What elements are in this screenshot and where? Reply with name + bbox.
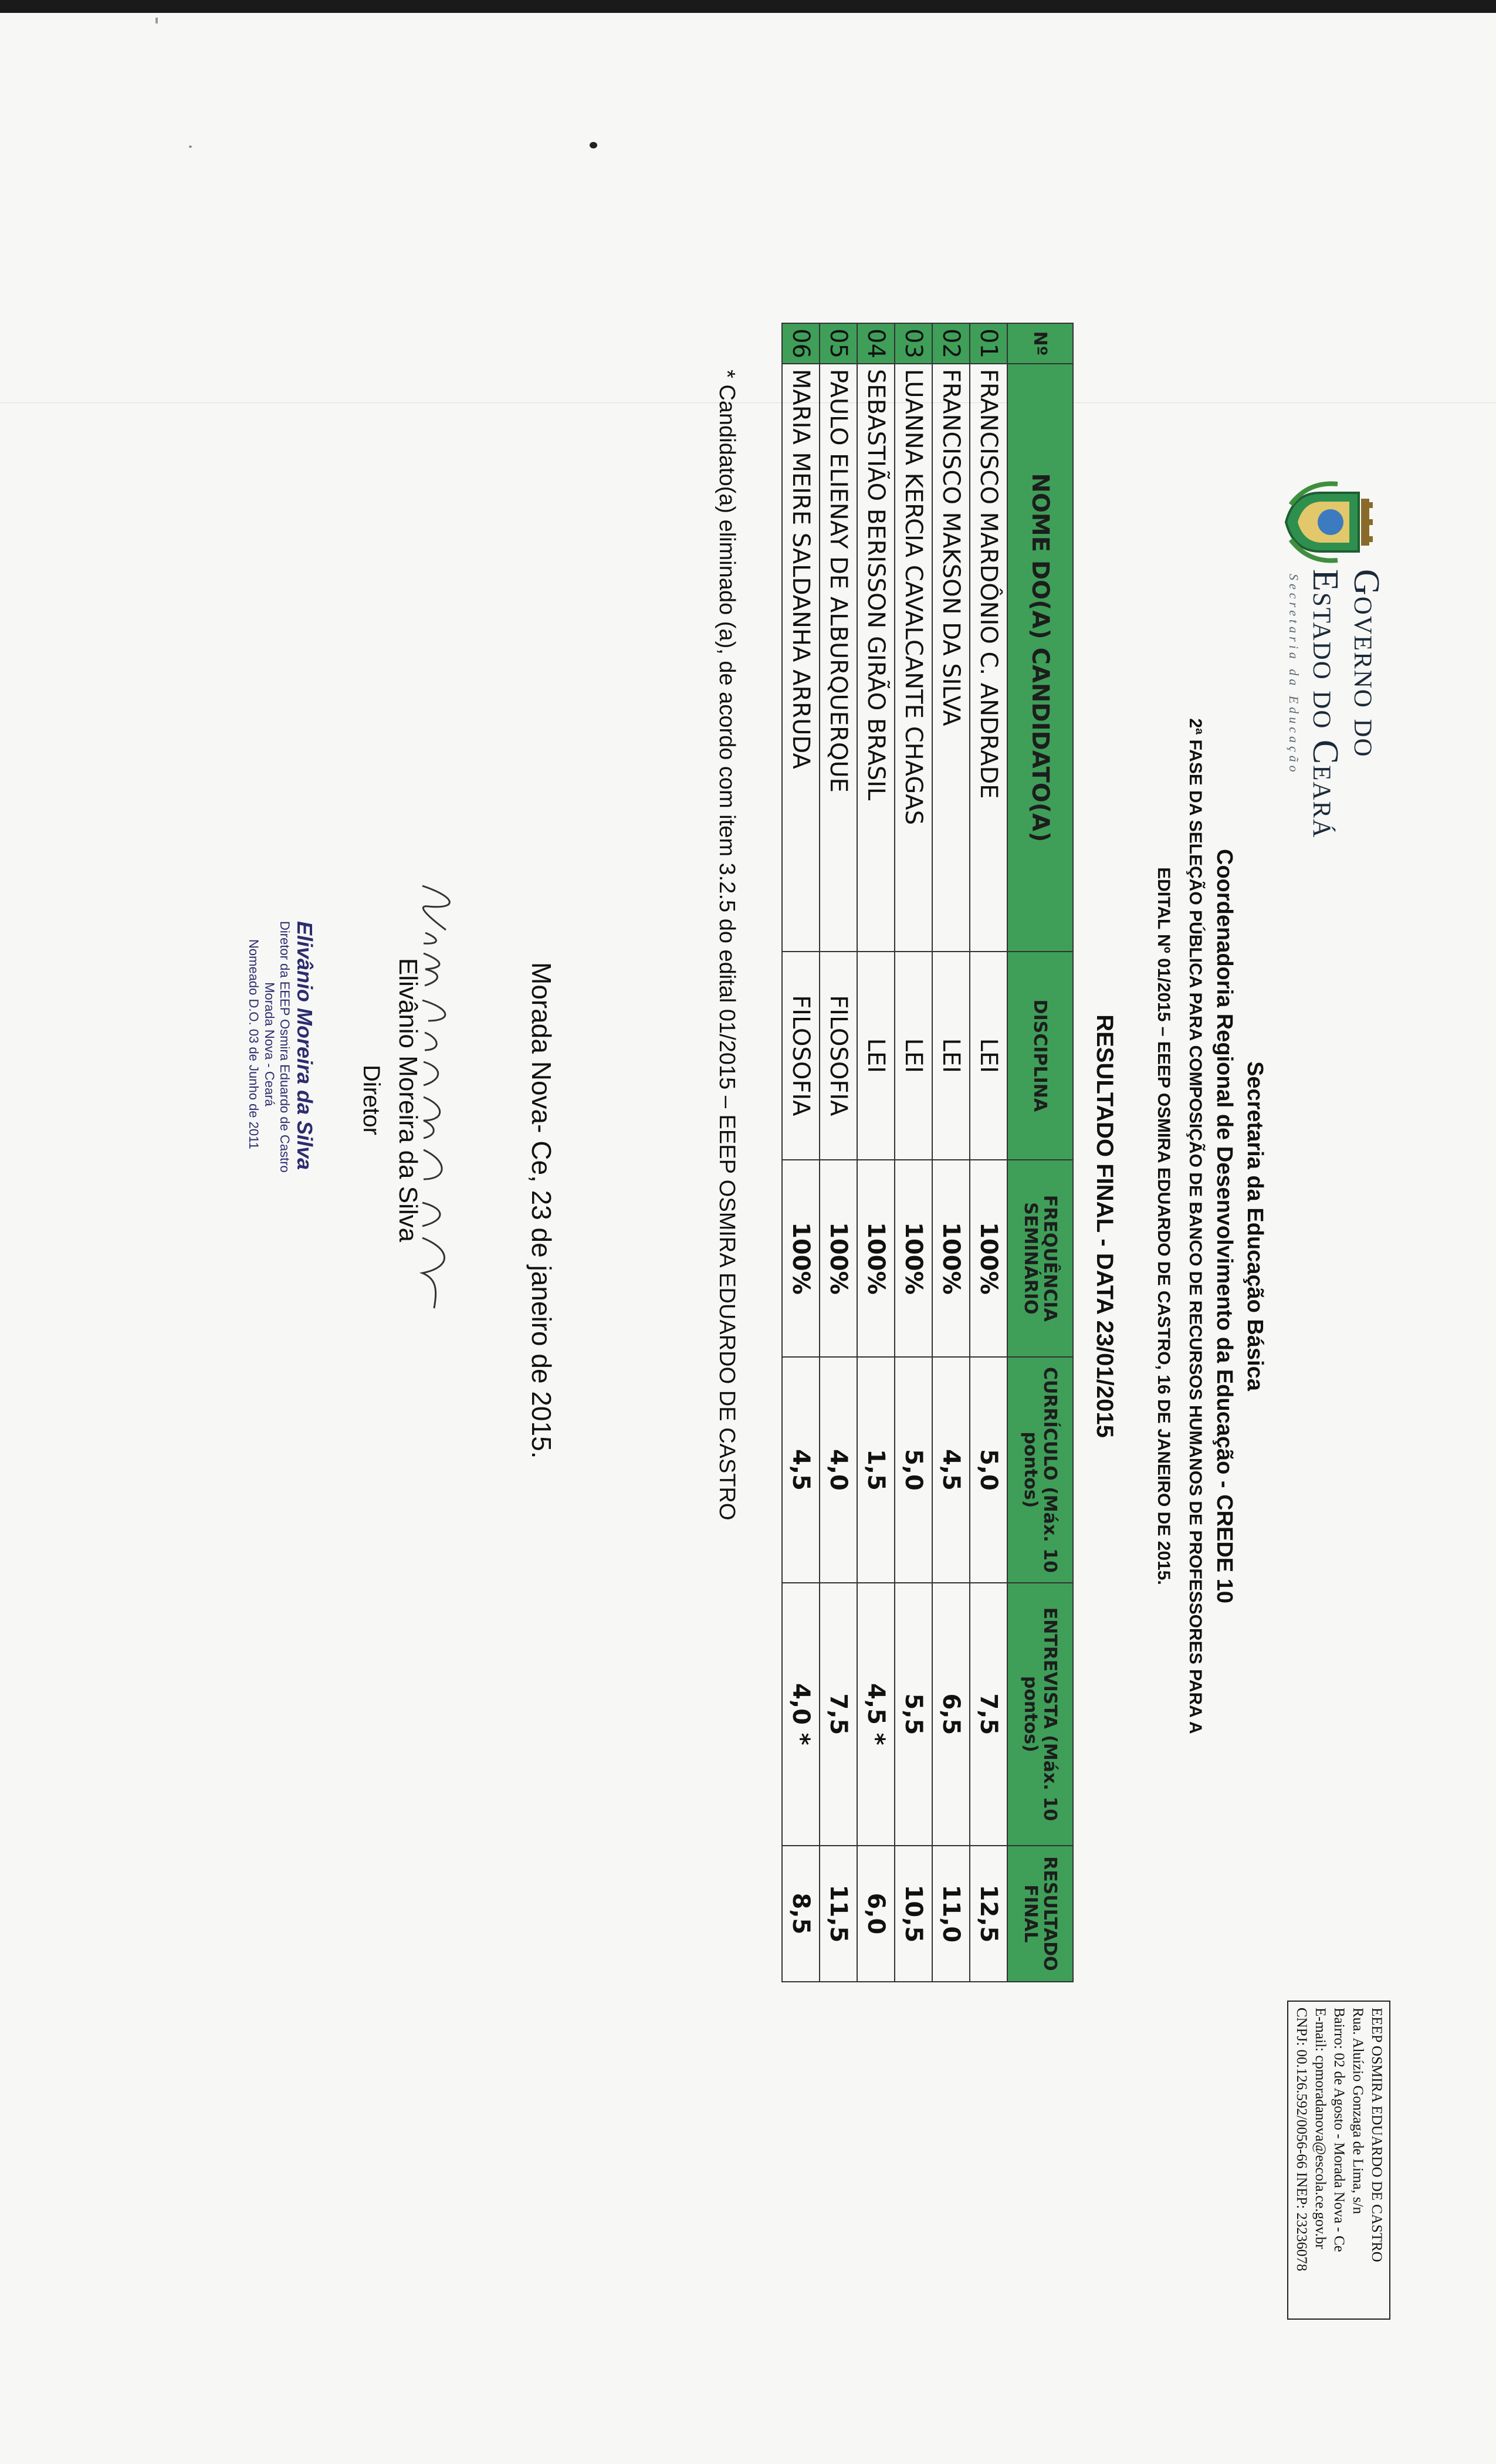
paper-fold-line	[0, 402, 1496, 403]
row-number: 04	[857, 323, 895, 364]
final-result: 6,0	[857, 1846, 895, 1982]
row-number: 06	[782, 323, 820, 364]
final-result: 8,5	[782, 1846, 820, 1982]
government-title-line1: Governo do	[1346, 569, 1386, 758]
signatory-name: Elivânio Moreira da Silva	[394, 957, 422, 1243]
table-row	[932, 323, 970, 1982]
header-interview: ENTREVISTA (Máx. 10 pontos)	[1007, 1583, 1073, 1846]
curriculum-score: 4,0	[820, 1357, 857, 1583]
discipline: LEI	[932, 952, 970, 1160]
final-result: 11,5	[820, 1846, 857, 1982]
scan-speck	[189, 145, 192, 148]
header-discipline: DISCIPLINA	[1007, 952, 1073, 1160]
table-header-row	[1007, 323, 1073, 1982]
interview-score: 5,5	[895, 1583, 932, 1846]
curriculum-score: 4,5	[782, 1357, 820, 1583]
table-row	[970, 323, 1007, 1982]
selection-heading-line2: EDITAL Nº 01/2015 – EEEP OSMIRA EDUARDO DE CASTRO, 16 DE JANEIRO DE 2015.	[1154, 867, 1173, 1585]
stamp-line: Rua. Aluízio Gonzaga de Lima, s/n	[1350, 2008, 1366, 2215]
table-row	[820, 323, 857, 1982]
frequency: 100%	[932, 1160, 970, 1357]
interview-score: 4,5 *	[857, 1583, 895, 1846]
table-row	[895, 323, 932, 1982]
row-number: 02	[932, 323, 970, 364]
government-subtitle: Secretaria da Educação	[1287, 574, 1301, 776]
row-number: 01	[970, 323, 1007, 364]
discipline: LEI	[895, 952, 932, 1160]
interview-score: 7,5	[970, 1583, 1007, 1846]
director-stamp-name: Elivânio Moreira da Silva	[293, 921, 317, 1170]
interview-score: 6,5	[932, 1583, 970, 1846]
director-stamp-line: Nomeado D.O. 03 de Junho de 2011	[246, 939, 262, 1149]
discipline: LEI	[857, 952, 895, 1160]
discipline: FILOSOFIA	[820, 952, 857, 1160]
state-coat-of-arms-icon	[1285, 481, 1373, 563]
table-row	[782, 323, 820, 1982]
scan-speck	[155, 18, 158, 23]
result-title: RESULTADO FINAL - DATA 23/01/2015	[1092, 1014, 1118, 1438]
interview-score: 4,0 *	[782, 1583, 820, 1846]
scan-speck	[590, 142, 597, 148]
row-number: 03	[895, 323, 932, 364]
scan-top-edge	[0, 0, 1496, 13]
header-frequency: FREQUÊNCIA SEMINÁRIO	[1007, 1160, 1073, 1357]
frequency: 100%	[970, 1160, 1007, 1357]
final-result: 10,5	[895, 1846, 932, 1982]
frequency: 100%	[782, 1160, 820, 1357]
signatory-role: Diretor	[358, 1064, 384, 1136]
curriculum-score: 5,0	[970, 1357, 1007, 1583]
frequency: 100%	[820, 1160, 857, 1357]
header-candidate-name: NOME DO(A) CANDIDATO(A)	[1007, 364, 1073, 952]
candidate-name: MARIA MEIRE SALDANHA ARRUDA	[782, 364, 820, 952]
government-title-line2: Estado do Ceará	[1305, 569, 1345, 839]
final-result: 12,5	[970, 1846, 1007, 1982]
candidate-name: LUANNA KERCIA CAVALCANTE CHAGAS	[895, 364, 932, 952]
elimination-footnote: * Candidato(a) eliminado (a), de acordo com item 3.2.5 do edital 01/2015 – EEEP OSMIRA EDUARDO DE CASTRO	[715, 370, 739, 1521]
candidate-name: SEBASTIÃO BERISSON GIRÃO BRASIL	[857, 364, 895, 952]
frequency: 100%	[895, 1160, 932, 1357]
candidate-name: FRANCISCO MARDÔNIO C. ANDRADE	[970, 364, 1007, 952]
place-and-date: Morada Nova- Ce, 23 de janeiro de 2015.	[526, 962, 557, 1459]
stamp-line: E-mail: cpmoradanova@escola.ce.gov.br	[1312, 2008, 1328, 2249]
discipline: LEI	[970, 952, 1007, 1160]
director-stamp-line: Diretor da EEEP Osmira Eduardo de Castro	[277, 921, 292, 1173]
stamp-line: Bairro: 02 de Agosto - Morada Nova - Ce	[1331, 2008, 1347, 2252]
results-table	[781, 323, 1074, 1982]
stamp-line: EEEP OSMIRA EDUARDO DE CASTRO	[1369, 2008, 1385, 2262]
curriculum-score: 1,5	[857, 1357, 895, 1583]
coordenadoria-heading: Coordenadoria Regional de Desenvolvimento da Educação - CREDE 10	[1212, 849, 1237, 1603]
header-number: Nº	[1007, 323, 1073, 364]
candidate-name: FRANCISCO MAKSON DA SILVA	[932, 364, 970, 952]
school-address-stamp	[1287, 2001, 1390, 2320]
frequency: 100%	[857, 1160, 895, 1357]
director-stamp	[246, 921, 317, 1173]
director-stamp-line: Morada Nova - Ceará	[262, 982, 277, 1106]
final-result: 11,0	[932, 1846, 970, 1982]
rotated-document-sheet	[0, 329, 1408, 2329]
row-number: 05	[820, 323, 857, 364]
header-curriculum: CURRÍCULO (Máx. 10 pontos)	[1007, 1357, 1073, 1583]
discipline: FILOSOFIA	[782, 952, 820, 1160]
selection-heading-line1: 2ª FASE DA SELEÇÃO PÚBLICA PARA COMPOSIÇÃO DE BANCO DE RECURSOS HUMANOS DE PROFESSORES PARA A	[1186, 718, 1205, 1734]
candidate-name: PAULO ELIENAY DE ALBURQUERQUE	[820, 364, 857, 952]
stamp-line: CNPJ: 00.126.592/0056-66 INEP: 23236078	[1294, 2008, 1309, 2272]
header-final-result: RESULTADO FINAL	[1007, 1846, 1073, 1982]
secretaria-heading: Secretaria da Educação Básica	[1243, 1061, 1267, 1391]
interview-score: 7,5	[820, 1583, 857, 1846]
curriculum-score: 5,0	[895, 1357, 932, 1583]
curriculum-score: 4,5	[932, 1357, 970, 1583]
table-row	[857, 323, 895, 1982]
